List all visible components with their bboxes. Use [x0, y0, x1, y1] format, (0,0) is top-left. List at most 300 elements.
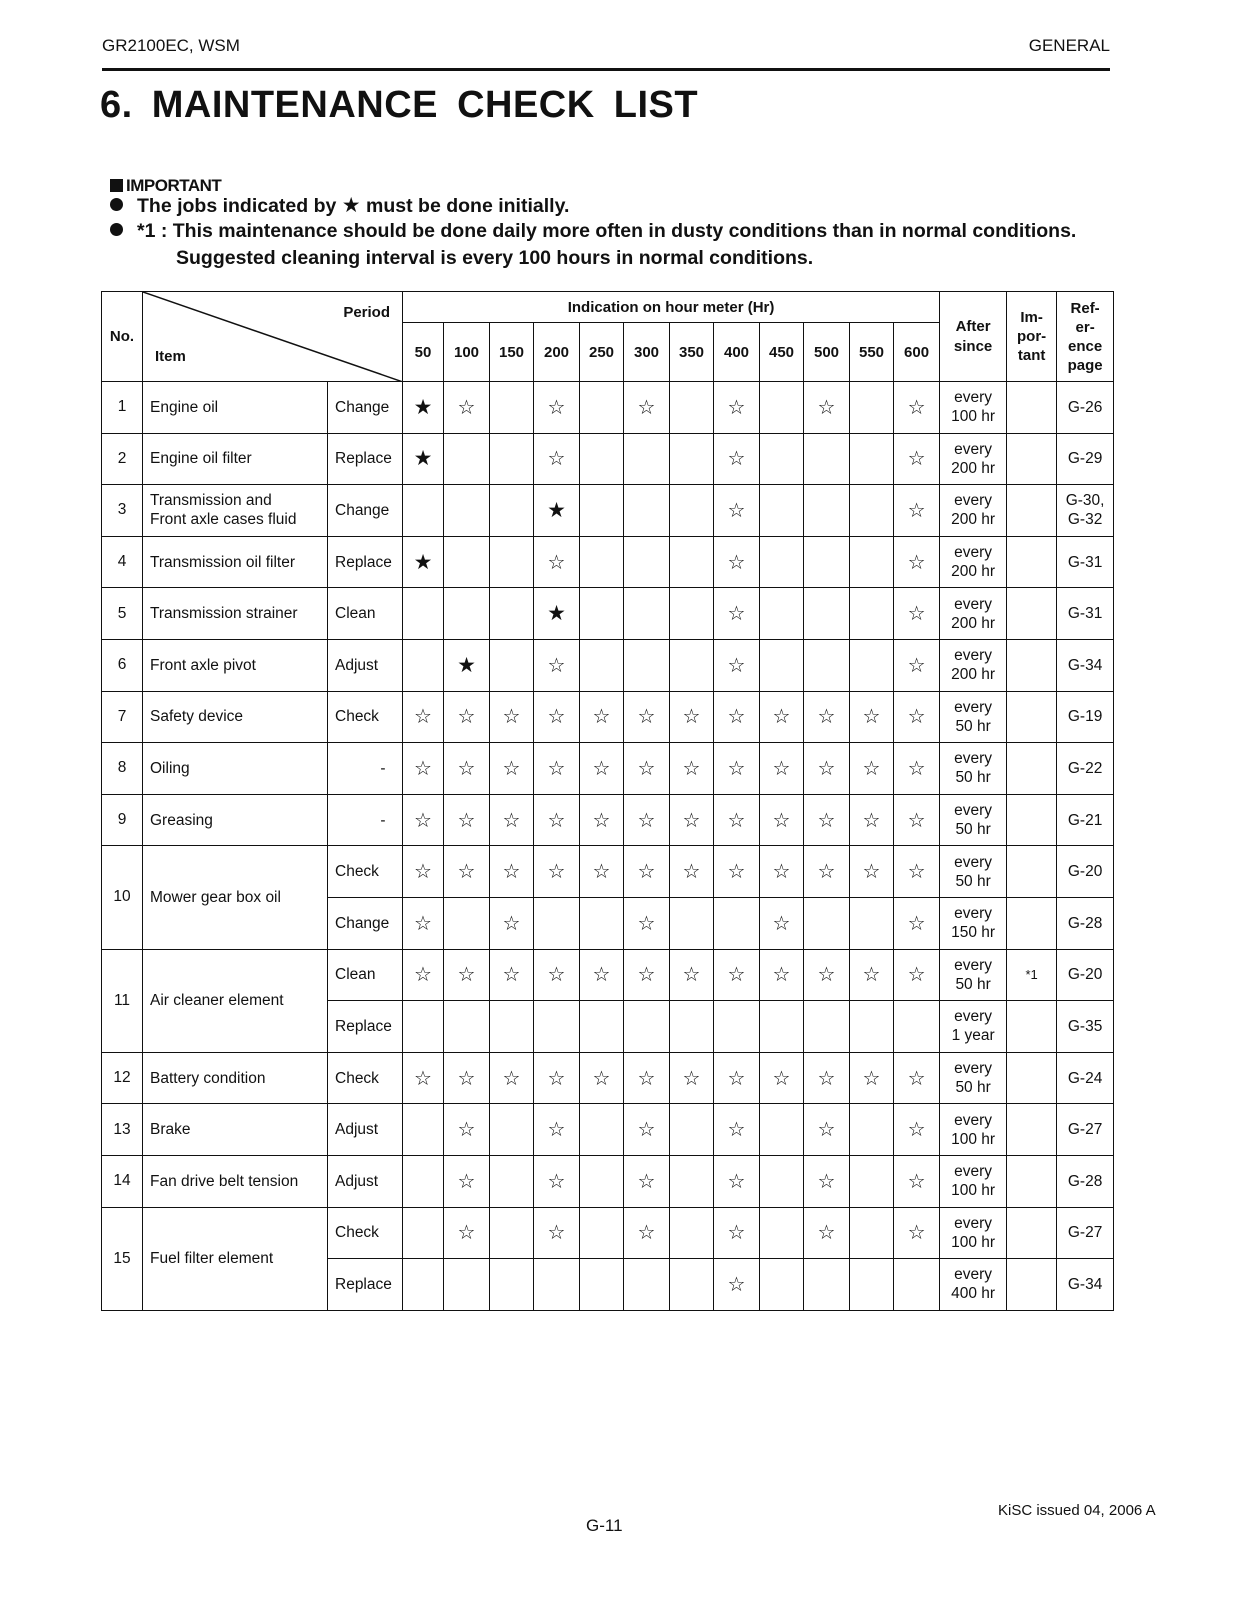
hour-cell-350	[670, 949, 714, 1001]
hour-cell-200	[534, 588, 580, 640]
white-star-icon: ☆	[592, 706, 611, 729]
hour-cell-600	[894, 639, 940, 691]
hour-cell-350	[670, 1207, 714, 1259]
hour-cell-100	[444, 1104, 490, 1156]
hour-cell-600	[894, 1259, 940, 1311]
hour-cell-150	[490, 588, 534, 640]
white-star-icon: ☆	[907, 964, 926, 987]
reference-page: G-34	[1057, 1259, 1114, 1311]
hour-cell-600	[894, 1155, 940, 1207]
after-since: every 100 hr	[940, 1155, 1007, 1207]
white-star-icon: ☆	[547, 1170, 566, 1193]
hour-cell-450	[760, 433, 804, 485]
item-name: Oiling	[143, 743, 328, 795]
white-star-icon: ☆	[682, 706, 701, 729]
reference-page: G-29	[1057, 433, 1114, 485]
black-star-icon: ★	[413, 447, 433, 471]
hour-cell-200	[534, 691, 580, 743]
important-note-2: *1 : This maintenance should be done daily more often in dusty conditions than in normal conditions.	[110, 220, 1076, 243]
reference-page: G-28	[1057, 1155, 1114, 1207]
after-since: every 1 year	[940, 1001, 1007, 1053]
item-name: Greasing	[143, 794, 328, 846]
white-star-icon: ☆	[682, 964, 701, 987]
hour-cell-200	[534, 1259, 580, 1311]
hour-cell-150	[490, 485, 534, 537]
hour-cell-350	[670, 743, 714, 795]
white-star-icon: ☆	[637, 706, 656, 729]
hour-cell-550	[850, 639, 894, 691]
hour-cell-150	[490, 536, 534, 588]
white-star-icon: ☆	[637, 1170, 656, 1193]
white-star-icon: ☆	[547, 1222, 566, 1245]
white-star-icon: ☆	[727, 1273, 746, 1296]
white-star-icon: ☆	[862, 964, 881, 987]
hour-cell-550	[850, 1207, 894, 1259]
white-star-icon: ☆	[547, 1119, 566, 1142]
white-star-icon: ☆	[862, 706, 881, 729]
after-since: every 50 hr	[940, 743, 1007, 795]
black-star-icon: ★	[413, 395, 433, 419]
table-row	[102, 1052, 1114, 1104]
hour-cell-250	[580, 639, 624, 691]
hour-cell-150	[490, 846, 534, 898]
hour-cell-100	[444, 794, 490, 846]
hour-cell-250	[580, 1052, 624, 1104]
hour-cell-450	[760, 1052, 804, 1104]
white-star-icon: ☆	[637, 861, 656, 884]
hour-cell-250	[580, 897, 624, 949]
hour-cell-200	[534, 433, 580, 485]
item-action: Clean	[328, 949, 403, 1001]
white-star-icon: ☆	[817, 396, 836, 419]
item-name: Air cleaner element	[143, 949, 328, 1052]
white-star-icon: ☆	[862, 809, 881, 832]
after-since: every 100 hr	[940, 382, 1007, 434]
page-title: 6. MAINTENANCE CHECK LIST	[100, 84, 699, 126]
item-number: 9	[102, 794, 143, 846]
hour-cell-150	[490, 1104, 534, 1156]
hour-cell-400	[714, 1207, 760, 1259]
period-item-header	[143, 292, 403, 382]
hour-cell-200	[534, 639, 580, 691]
white-star-icon: ☆	[682, 861, 701, 884]
hour-cell-500	[804, 846, 850, 898]
reference-page: G-27	[1057, 1104, 1114, 1156]
white-star-icon: ☆	[547, 448, 566, 471]
white-star-icon: ☆	[727, 396, 746, 419]
hour-cell-100	[444, 897, 490, 949]
white-star-icon: ☆	[727, 757, 746, 780]
white-star-icon: ☆	[502, 706, 521, 729]
item-number: 14	[102, 1155, 143, 1207]
white-star-icon: ☆	[727, 1222, 746, 1245]
white-star-icon: ☆	[457, 706, 476, 729]
item-name: Front axle pivot	[143, 639, 328, 691]
white-star-icon: ☆	[772, 706, 791, 729]
white-star-icon: ☆	[862, 861, 881, 884]
hour-cell-450	[760, 897, 804, 949]
important-note-2-continued: Suggested cleaning interval is every 100 hours in normal conditions.	[176, 247, 814, 269]
item-action: Change	[328, 897, 403, 949]
black-star-icon: ★	[547, 602, 566, 626]
item-action: Adjust	[328, 639, 403, 691]
white-star-icon: ☆	[414, 809, 432, 832]
hour-cell-200	[534, 1001, 580, 1053]
hour-cell-100	[444, 1155, 490, 1207]
hour-cell-450	[760, 691, 804, 743]
white-star-icon: ☆	[502, 809, 521, 832]
white-star-icon: ☆	[907, 912, 926, 935]
after-since: every 400 hr	[940, 1259, 1007, 1311]
hour-cell-550	[850, 949, 894, 1001]
black-star-icon: ★	[341, 194, 361, 217]
hour-cell-400	[714, 794, 760, 846]
hour-cell-600	[894, 433, 940, 485]
hour-cell-550	[850, 691, 894, 743]
hour-cell-50	[403, 485, 444, 537]
white-star-icon: ☆	[457, 396, 476, 419]
hour-cell-350	[670, 794, 714, 846]
item-number: 15	[102, 1207, 143, 1310]
hour-cell-400	[714, 691, 760, 743]
white-star-icon: ☆	[907, 499, 926, 522]
hour-cell-50	[403, 1259, 444, 1311]
hour-cell-450	[760, 1259, 804, 1311]
hour-cell-150	[490, 743, 534, 795]
hour-header-150: 150	[490, 323, 534, 382]
hour-cell-300	[624, 1259, 670, 1311]
after-since: every 200 hr	[940, 536, 1007, 588]
after-since: every 50 hr	[940, 691, 1007, 743]
white-star-icon: ☆	[907, 809, 926, 832]
item-action: Change	[328, 485, 403, 537]
hour-cell-600	[894, 1104, 940, 1156]
item-name: Engine oil	[143, 382, 328, 434]
white-star-icon: ☆	[907, 551, 926, 574]
white-star-icon: ☆	[727, 1119, 746, 1142]
white-star-icon: ☆	[592, 809, 611, 832]
hour-cell-300	[624, 1104, 670, 1156]
reference-page: G-27	[1057, 1207, 1114, 1259]
hour-cell-300	[624, 639, 670, 691]
hour-cell-50	[403, 794, 444, 846]
reference-page: G-22	[1057, 743, 1114, 795]
hour-cell-450	[760, 1155, 804, 1207]
hour-cell-200	[534, 1155, 580, 1207]
white-star-icon: ☆	[502, 964, 521, 987]
hour-cell-350	[670, 897, 714, 949]
hour-cell-250	[580, 794, 624, 846]
hour-cell-50	[403, 588, 444, 640]
important-mark	[1007, 433, 1057, 485]
item-number: 4	[102, 536, 143, 588]
hour-cell-600	[894, 382, 940, 434]
hour-cell-500	[804, 691, 850, 743]
white-star-icon: ☆	[772, 1067, 791, 1090]
white-star-icon: ☆	[727, 1067, 746, 1090]
hour-cell-500	[804, 743, 850, 795]
item-action: Replace	[328, 433, 403, 485]
hour-cell-200	[534, 897, 580, 949]
hour-cell-450	[760, 588, 804, 640]
item-number: 8	[102, 743, 143, 795]
white-star-icon: ☆	[907, 1170, 926, 1193]
hour-cell-350	[670, 691, 714, 743]
white-star-icon: ☆	[547, 706, 566, 729]
hour-cell-100	[444, 1052, 490, 1104]
hour-cell-300	[624, 588, 670, 640]
white-star-icon: ☆	[727, 551, 746, 574]
hour-cell-400	[714, 536, 760, 588]
white-star-icon: ☆	[907, 706, 926, 729]
reference-page: G-24	[1057, 1052, 1114, 1104]
white-star-icon: ☆	[862, 757, 881, 780]
hour-cell-500	[804, 1207, 850, 1259]
hour-cell-450	[760, 743, 804, 795]
hour-cell-250	[580, 433, 624, 485]
hour-cell-500	[804, 1001, 850, 1053]
important-mark	[1007, 794, 1057, 846]
white-star-icon: ☆	[637, 757, 656, 780]
hour-cell-600	[894, 691, 940, 743]
reference-page: G-19	[1057, 691, 1114, 743]
hour-cell-400	[714, 949, 760, 1001]
white-star-icon: ☆	[502, 861, 521, 884]
item-action: Adjust	[328, 1155, 403, 1207]
reference-page: G-34	[1057, 639, 1114, 691]
hour-cell-150	[490, 1155, 534, 1207]
hour-header-250: 250	[580, 323, 624, 382]
square-bullet-icon	[110, 179, 123, 192]
white-star-icon: ☆	[817, 706, 836, 729]
hour-cell-200	[534, 1052, 580, 1104]
hour-cell-550	[850, 1052, 894, 1104]
hour-cell-50	[403, 1001, 444, 1053]
hour-cell-500	[804, 382, 850, 434]
table-row	[102, 639, 1114, 691]
item-number: 6	[102, 639, 143, 691]
item-action: Replace	[328, 1259, 403, 1311]
item-action: Adjust	[328, 1104, 403, 1156]
item-action: Check	[328, 1207, 403, 1259]
hour-cell-450	[760, 794, 804, 846]
after-since: every 100 hr	[940, 1207, 1007, 1259]
white-star-icon: ☆	[817, 1222, 836, 1245]
hour-cell-450	[760, 1207, 804, 1259]
hour-cell-400	[714, 382, 760, 434]
important-mark	[1007, 639, 1057, 691]
item-number: 2	[102, 433, 143, 485]
white-star-icon: ☆	[817, 1067, 836, 1090]
reference-page: G-35	[1057, 1001, 1114, 1053]
white-star-icon: ☆	[592, 757, 611, 780]
hour-cell-250	[580, 1207, 624, 1259]
white-star-icon: ☆	[457, 861, 476, 884]
white-star-icon: ☆	[817, 1119, 836, 1142]
reference-page: G-31	[1057, 588, 1114, 640]
white-star-icon: ☆	[457, 809, 476, 832]
item-number: 13	[102, 1104, 143, 1156]
after-since: every 200 hr	[940, 588, 1007, 640]
hour-cell-400	[714, 1155, 760, 1207]
table-row	[102, 794, 1114, 846]
hour-cell-200	[534, 1104, 580, 1156]
hour-cell-100	[444, 1259, 490, 1311]
white-star-icon: ☆	[457, 1170, 476, 1193]
hour-cell-100	[444, 485, 490, 537]
white-star-icon: ☆	[637, 1119, 656, 1142]
important-mark	[1007, 1052, 1057, 1104]
hour-cell-400	[714, 1104, 760, 1156]
hour-cell-550	[850, 897, 894, 949]
hour-cell-100	[444, 1207, 490, 1259]
hour-cell-150	[490, 794, 534, 846]
issue-info: KiSC issued 04, 2006 A	[998, 1502, 1156, 1519]
item-action: Clean	[328, 588, 403, 640]
important-mark: *1	[1007, 949, 1057, 1001]
hour-header-100: 100	[444, 323, 490, 382]
hour-cell-200	[534, 846, 580, 898]
important-note-1: The jobs indicated by ★ must be done initially.	[110, 193, 569, 218]
white-star-icon: ☆	[414, 861, 432, 884]
hour-cell-50	[403, 433, 444, 485]
after-since-header: After since	[940, 292, 1007, 382]
white-star-icon: ☆	[637, 809, 656, 832]
important-mark	[1007, 897, 1057, 949]
table-row	[102, 846, 1114, 898]
hour-cell-350	[670, 382, 714, 434]
hour-cell-550	[850, 536, 894, 588]
table-row	[102, 1155, 1114, 1207]
after-since: every 50 hr	[940, 846, 1007, 898]
white-star-icon: ☆	[592, 861, 611, 884]
table-row	[102, 691, 1114, 743]
white-star-icon: ☆	[907, 757, 926, 780]
hour-cell-450	[760, 536, 804, 588]
item-action: Replace	[328, 536, 403, 588]
important-mark	[1007, 1259, 1057, 1311]
hour-cell-550	[850, 1259, 894, 1311]
hour-cell-50	[403, 1155, 444, 1207]
bullet-icon	[110, 198, 123, 211]
hour-cell-250	[580, 691, 624, 743]
white-star-icon: ☆	[907, 654, 926, 677]
hour-cell-600	[894, 1001, 940, 1053]
white-star-icon: ☆	[637, 1067, 656, 1090]
white-star-icon: ☆	[817, 1170, 836, 1193]
white-star-icon: ☆	[547, 1067, 566, 1090]
item-action: Check	[328, 1052, 403, 1104]
hour-cell-200	[534, 743, 580, 795]
after-since: every 150 hr	[940, 897, 1007, 949]
hour-cell-600	[894, 485, 940, 537]
after-since: every 200 hr	[940, 639, 1007, 691]
hour-cell-600	[894, 846, 940, 898]
hour-cell-450	[760, 1001, 804, 1053]
hour-header-200: 200	[534, 323, 580, 382]
hour-cell-500	[804, 588, 850, 640]
white-star-icon: ☆	[414, 1067, 432, 1090]
white-star-icon: ☆	[457, 1222, 476, 1245]
table-row	[102, 382, 1114, 434]
hour-cell-150	[490, 382, 534, 434]
hour-cell-500	[804, 536, 850, 588]
hour-cell-300	[624, 1001, 670, 1053]
hour-cell-150	[490, 897, 534, 949]
hour-cell-450	[760, 949, 804, 1001]
hour-cell-350	[670, 1259, 714, 1311]
hour-cell-300	[624, 743, 670, 795]
hour-cell-400	[714, 1001, 760, 1053]
hour-cell-350	[670, 433, 714, 485]
reference-page: G-30, G-32	[1057, 485, 1114, 537]
table-row	[102, 1207, 1114, 1259]
hour-cell-300	[624, 433, 670, 485]
hour-header-550: 550	[850, 323, 894, 382]
hour-cell-600	[894, 794, 940, 846]
hour-cell-550	[850, 485, 894, 537]
hour-cell-400	[714, 897, 760, 949]
white-star-icon: ☆	[907, 1067, 926, 1090]
hour-cell-500	[804, 949, 850, 1001]
important-mark	[1007, 588, 1057, 640]
hour-cell-400	[714, 433, 760, 485]
hour-cell-250	[580, 1104, 624, 1156]
important-mark	[1007, 846, 1057, 898]
white-star-icon: ☆	[502, 757, 521, 780]
hour-header-450: 450	[760, 323, 804, 382]
hour-cell-300	[624, 897, 670, 949]
hour-cell-50	[403, 1052, 444, 1104]
hour-cell-200	[534, 536, 580, 588]
hour-header-400: 400	[714, 323, 760, 382]
item-action: Check	[328, 846, 403, 898]
white-star-icon: ☆	[547, 757, 566, 780]
hour-cell-600	[894, 1207, 940, 1259]
white-star-icon: ☆	[547, 861, 566, 884]
hour-cell-100	[444, 949, 490, 1001]
hour-header-600: 600	[894, 323, 940, 382]
hour-cell-100	[444, 639, 490, 691]
table-row	[102, 949, 1114, 1001]
after-since: every 200 hr	[940, 485, 1007, 537]
bullet-icon	[110, 223, 123, 236]
white-star-icon: ☆	[817, 964, 836, 987]
hour-cell-200	[534, 794, 580, 846]
white-star-icon: ☆	[817, 809, 836, 832]
white-star-icon: ☆	[817, 861, 836, 884]
white-star-icon: ☆	[502, 1067, 521, 1090]
hour-cell-500	[804, 794, 850, 846]
white-star-icon: ☆	[817, 757, 836, 780]
hour-cell-50	[403, 1207, 444, 1259]
hour-cell-150	[490, 433, 534, 485]
hour-header-50: 50	[403, 323, 444, 382]
hour-cell-300	[624, 949, 670, 1001]
important-mark	[1007, 1001, 1057, 1053]
hour-cell-250	[580, 485, 624, 537]
hour-cell-600	[894, 588, 940, 640]
white-star-icon: ☆	[682, 757, 701, 780]
hour-cell-300	[624, 1155, 670, 1207]
indication-header: Indication on hour meter (Hr)	[403, 292, 940, 323]
white-star-icon: ☆	[727, 654, 746, 677]
hour-cell-200	[534, 382, 580, 434]
hour-cell-550	[850, 382, 894, 434]
hour-cell-550	[850, 433, 894, 485]
hour-cell-500	[804, 433, 850, 485]
hour-cell-50	[403, 846, 444, 898]
